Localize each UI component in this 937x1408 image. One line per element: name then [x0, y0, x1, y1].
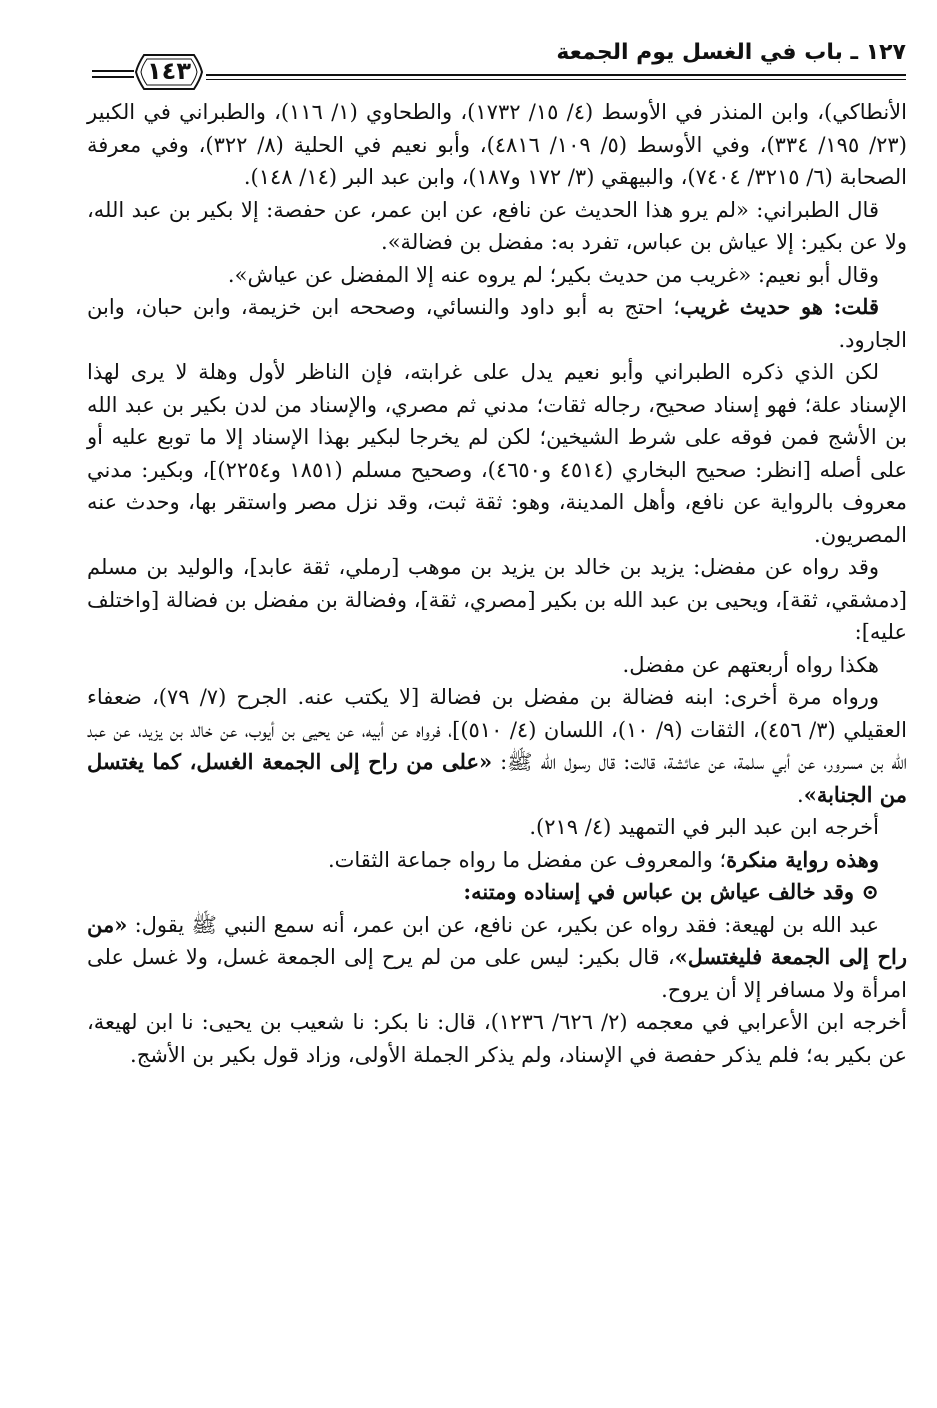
body-paragraph: [87, 649, 907, 682]
left-ornament-rules: [92, 70, 134, 82]
bold-text: «على من راح إلى الجمعة الغسل، كما يغتسل من الجنابة»: [87, 749, 907, 807]
bold-text: وهذه رواية منكرة: [726, 846, 879, 872]
paragraph-text: الأنطاكي)، وابن المنذر في الأوسط (٤/ ١٥/ ١٧٣٢)، والطحاوي (١/ ١١٦)، والطبراني في الكبير (٢٣/ ١٩٥/ ٣٣٤)، وفي الأوسط (٥/ ١٠٩/ ٤٨١٦)، وأبو نعيم في الحلية (٨/ ٣٢٢)، وفي معرفة الصحابة (٦/ ٣٢١٥/ ٧٤٠٤)، والبيهقي (٣/ ١٧٢ و١٨٧)، وابن عبد البر (١٤/ ١٤٨).: [87, 100, 907, 189]
paragraph-text: وقد رواه عن مفضل: يزيد بن خالد بن يزيد بن موهب [رملي، ثقة عابد]، والوليد بن مسلم [دمشقي، ثقة]، ويحيى بن عبد الله بن بكير [مصري، ثقة]، وفضالة بن مفضل بن فضالة [واختلف عليه]:: [87, 555, 907, 644]
paragraph-text: هكذا رواه أربعتهم عن مفضل.: [622, 652, 879, 677]
paragraph-text: عبد الله بن لهيعة: فقد رواه عن بكير، عن نافع، عن ابن عمر، أنه سمع النبي ﷺ يقول:: [127, 912, 879, 937]
paragraph-text: ؛ والمعروف عن مفضل ما رواه جماعة الثقات.: [327, 847, 727, 872]
paragraph-text: قال الطبراني: «لم يرو هذا الحديث عن نافع، عن ابن عمر، عن حفصة: إلا بكير بن عبد الله، ولا عن بكير: إلا عياش بن عباس، تفرد به: مفضل بن فضالة».: [87, 197, 907, 254]
body-paragraph: [87, 356, 907, 551]
page-header: [78, 36, 906, 88]
body-paragraph: [87, 844, 907, 877]
header-rule-thin: [206, 79, 906, 80]
body-paragraph: [87, 681, 907, 811]
body-paragraph: [87, 259, 907, 292]
paragraph-text: أخرجه ابن الأعرابي في معجمه (٢/ ٦٢٦/ ١٢٣٦)، قال: نا بكر: نا شعيب بن يحيى: نا ابن لهيعة، عن بكير به؛ فلم يذكر حفصة في الإسناد، ولم يذكر الجملة الأولى، وزاد قول بكير بن الأشج.: [87, 1010, 907, 1067]
paragraph-text: .: [797, 782, 804, 807]
page-body: [87, 96, 907, 1071]
paragraph-text: وقال أبو نعيم: «غريب من حديث بكير؛ لم يروه عنه إلا المفضل عن عياش».: [227, 262, 879, 287]
body-paragraph: [87, 96, 907, 194]
page-number: ١٤٣: [147, 57, 191, 85]
bold-text: وقد خالف عياش بن عباس في إسناده ومتنه:: [463, 879, 855, 904]
body-paragraph: [87, 551, 907, 649]
bold-text: ⊙: [854, 879, 879, 904]
paragraph-text: ؛ احتج به أبو داود والنسائي، وصححه ابن خزيمة، وابن حبان، وابن الجارود.: [87, 295, 907, 352]
body-paragraph: [87, 291, 907, 356]
body-paragraph: [87, 909, 907, 1007]
body-paragraph: [87, 876, 907, 909]
paragraph-text: أخرجه ابن عبد البر في التمهيد (٤/ ٢١٩).: [529, 815, 879, 839]
page-number-frame: [134, 52, 204, 92]
paragraph-text: ، قال بكير: ليس على من لم يرح إلى الجمعة غسل، ولا غسل على امرأة ولا مسافر إلا أن يروح.: [87, 945, 907, 1002]
body-paragraph: [87, 1006, 907, 1071]
paragraph-text: لكن الذي ذكره الطبراني وأبو نعيم يدل على غرابته، فإن الناظر لأول وهلة لا يرى لهذا الإسناد علة؛ فهو إسناد صحيح، رجاله ثقات؛ مدني ثم مصري، والإسناد من لدن بكير بن عبد الله بن الأشج فمن فوقه على شرط الشيخين؛ لكن لم يخرجا لبكير بهذا الإسناد إلا ما توبع عليه أو على أصله [انظر: صحيح البخاري (٤٥١٤ و٤٦٥٠)، وصحيح مسلم (١٨٥١ و٢٢٥٤)]، وبكير: مدني معروف بالرواية عن نافع، وأهل المدينة، وهو: ثقة ثبت، وقد نزل مصر واستقر بها، وحدث عنه المصريون.: [87, 360, 907, 547]
bold-text: قلت: هو حديث غريب: [679, 294, 880, 319]
body-paragraph: [87, 194, 907, 259]
body-paragraph: [87, 811, 907, 844]
chapter-title: ١٢٧ ـ باب في الغسل يوم الجمعة: [556, 40, 906, 65]
paragraph-text: ورواه مرة أخرى: ابنه فضالة بن مفضل بن فضالة [لا يكتب عنه. الجرح (٧/ ٧٩)، ضعفاء العقيلي (٣/ ٤٥٦)، الثقات (٩/ ١٠)، اللسان (٤/ ٥١٠)]، فرواه عن أبيه، عن يحيى بن أيوب، عن خالد بن يزيد، عن عبد الله بن مسرور، عن أبي سلمة، عن عائشة، قالت: قال رسول الله ﷺ:: [87, 685, 908, 774]
header-rule: [206, 74, 906, 76]
bold-text: «من راح إلى الجمعة فليغتسل»: [87, 911, 907, 969]
